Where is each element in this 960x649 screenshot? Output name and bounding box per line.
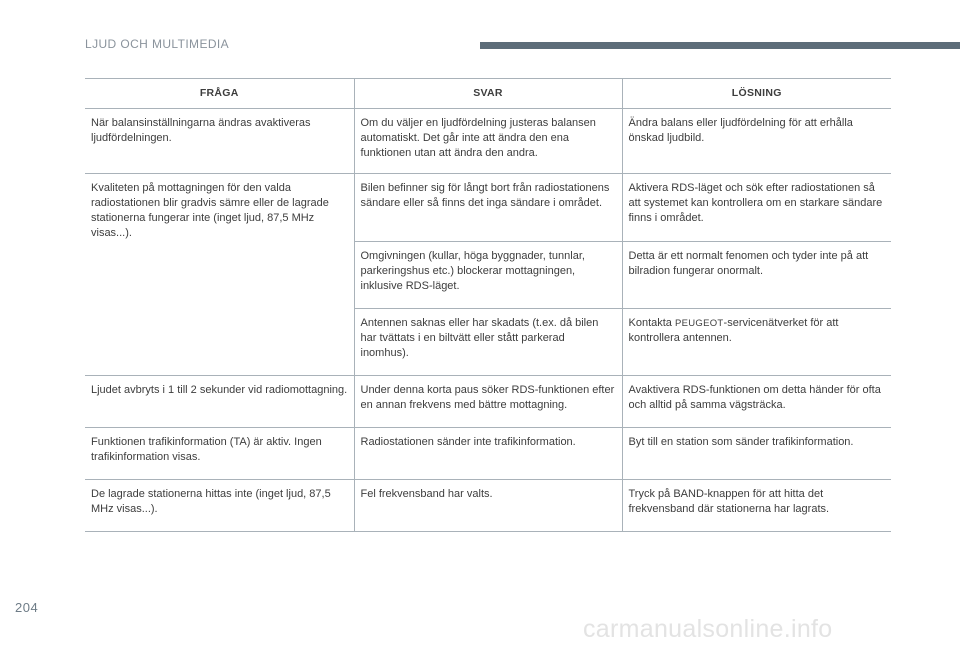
answer-cell: Bilen befinner sig för långt bort från radiostationens sändare eller så finns det inga sändare i området. (354, 174, 622, 242)
solution-cell (622, 309, 891, 376)
solution-prefix: Kontakta (628, 317, 675, 329)
troubleshooting-table (85, 78, 891, 532)
watermark: carmanualsonline.info (583, 615, 833, 643)
solution-cell: Tryck på BAND-knappen för att hitta det frekvensband där stationerna har lagrats. (622, 480, 891, 532)
answer-cell: Fel frekvensband har valts. (354, 480, 622, 532)
solution-cell: Ändra balans eller ljudfördelning för att erhålla önskad ljudbild. (622, 109, 891, 174)
question-cell: Ljudet avbryts i 1 till 2 sekunder vid radiomottagning. (85, 376, 354, 428)
header-bar (480, 42, 960, 49)
answer-cell: Om du väljer en ljudfördelning justeras balansen automatiskt. Det går inte att ändra den ena funktionen utan att ändra den andra. (354, 109, 622, 174)
question-cell: Funktionen trafikinformation (TA) är aktiv. Ingen trafikinformation visas. (85, 428, 354, 480)
answer-cell: Antennen saknas eller har skadats (t.ex. då bilen har tvättats i en biltvätt eller stått parkerad inomhus). (354, 309, 622, 376)
page-number: 204 (15, 600, 39, 615)
question-cell: De lagrade stationerna hittas inte (inget ljud, 87,5 MHz visas...). (85, 480, 354, 532)
column-header-answer: SVAR (354, 79, 622, 109)
solution-cell: Aktivera RDS-läget och sök efter radiostationen så att systemet kan kontrollera om en starkare sändare finns i området. (622, 174, 891, 242)
solution-cell: Detta är ett normalt fenomen och tyder inte på att bilradion fungerar onormalt. (622, 242, 891, 309)
solution-cell: Avaktivera RDS-funktionen om detta händer för ofta och alltid på samma vägsträcka. (622, 376, 891, 428)
section-title: LJUD OCH MULTIMEDIA (85, 37, 230, 51)
table-row (85, 428, 891, 480)
question-cell: Kvaliteten på mottagningen för den valda radiostationen blir gradvis sämre eller de lagrade stationerna fungerar inte (inget ljud, 87,5 MHz visas...). (85, 174, 354, 376)
answer-cell: Omgivningen (kullar, höga byggnader, tunnlar, parkeringshus etc.) blockerar mottagningen, inklusive RDS-läget. (354, 242, 622, 309)
answer-cell: Radiostationen sänder inte trafikinformation. (354, 428, 622, 480)
table-row (85, 376, 891, 428)
table-row (85, 480, 891, 532)
solution-suffix: -servicenätverket för att kontrollera antennen. (628, 317, 839, 344)
table-header-row (85, 79, 891, 109)
column-header-solution: LÖSNING (622, 79, 891, 109)
question-cell: När balansinställningarna ändras avaktiveras ljudfördelningen. (85, 109, 354, 174)
brand-name: PEUGEOT (674, 318, 724, 329)
table-row (85, 174, 891, 242)
solution-cell: Byt till en station som sänder trafikinformation. (622, 428, 891, 480)
column-header-question: FRÅGA (85, 79, 354, 109)
answer-cell: Under denna korta paus söker RDS-funktionen efter en annan frekvens med bättre mottagning. (354, 376, 622, 428)
table-row (85, 109, 891, 174)
